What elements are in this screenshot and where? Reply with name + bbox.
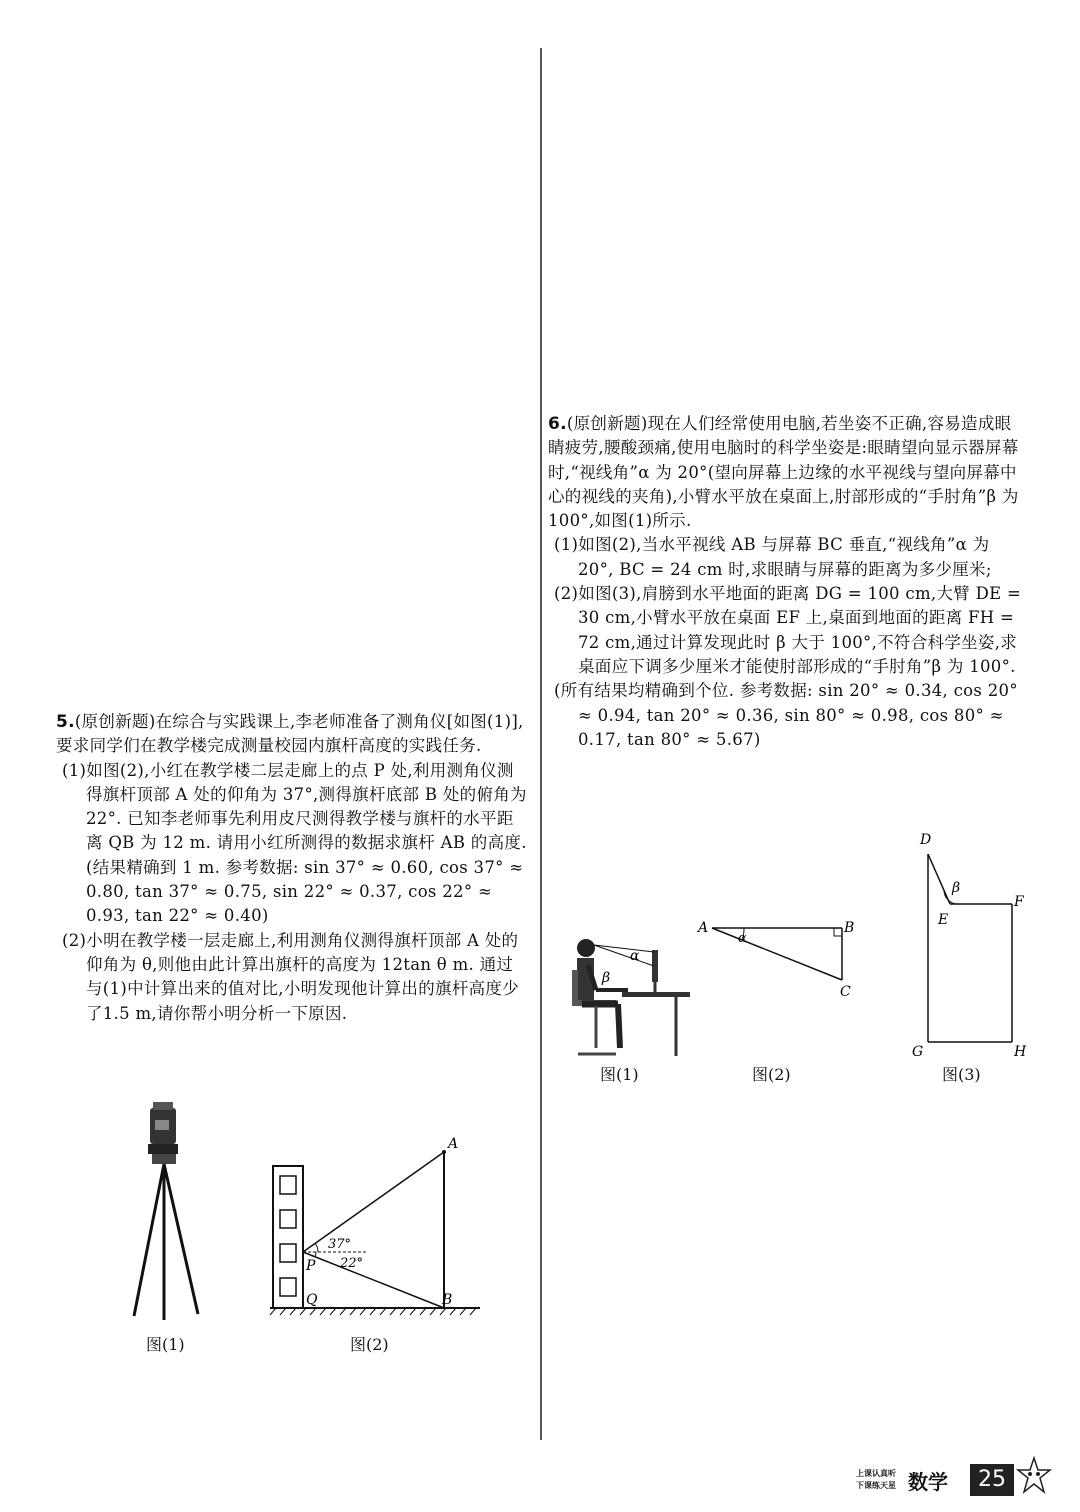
- angle-arc-up: [315, 1243, 318, 1252]
- label-B: B: [442, 1292, 453, 1308]
- column-divider: [540, 48, 542, 1440]
- window: [280, 1244, 296, 1262]
- problem-6-stem: 6.(原创新题)现在人们经常使用电脑,若坐姿不正确,容易造成眼睛疲劳,腰酸颈痛,使用电脑时的科学坐姿是:眼睛望向显示器屏幕时,“视线角”α 为 20°(望向屏幕上边缘的水平视线与望向屏幕中心的视线的夹角),小臂水平放在桌面上,肘部形成的“手肘角”β 为 100°,如图(1)所示.: [548, 414, 1019, 531]
- angle-label-37: 37°: [328, 1237, 352, 1252]
- problem-5-stem: 5.(原创新题)在综合与实践课上,李老师准备了测角仪[如图(1)],要求同学们在教学楼完成测量校园内旗杆高度的实践任务.: [56, 712, 524, 756]
- label-H: H: [1014, 1044, 1027, 1060]
- line-PB: [303, 1252, 444, 1308]
- problem-6-part-1: (1)如图(2),当水平视线 AB 与屏幕 BC 垂直,“视线角”α 为 20°, BC = 24 cm 时,求眼睛与屏幕的距离为多少厘米;: [554, 535, 992, 579]
- problem-6: [548, 412, 1028, 752]
- problem-number: 5.: [56, 712, 75, 732]
- instrument-screen: [155, 1120, 169, 1130]
- label-P: P: [306, 1258, 316, 1274]
- problem-6-part-2: (2)如图(3),肩膀到水平地面的距离 DG = 100 cm,大臂 DE = 30 cm,小臂水平放在桌面 EF 上,桌面到地面的距离 FH = 72 cm,通过计算发现此时 β 大于 100°,不符合科学坐姿,求桌面应下调多少厘米才能使肘部形成的“手肘角”β 为 100°.: [554, 584, 1022, 676]
- tripod-leg: [164, 1164, 198, 1314]
- building: [273, 1166, 303, 1308]
- problem-5-part-1: (1)如图(2),小红在教学楼二层走廊上的点 P 处,利用测角仪测得旗杆顶部 A 处的仰角为 37°,测得旗杆底部 B 处的俯角为 22°. 已知李老师事先利用皮尺测得教学楼与旗杆的水平距离 QB 为 12 m. 请用小红所测得的数据求旗杆 AB 的高度. (结果精确到 1 m. 参考数据: sin 37° ≈ 0.60, cos 37° ≈ 0.80, tan 37° ≈ 0.75, sin 22° ≈ 0.37, cos 22° ≈ 0.93, tan 22° ≈ 0.40): [62, 760, 527, 926]
- tripod-leg: [134, 1164, 164, 1316]
- window: [280, 1176, 296, 1194]
- shin: [618, 1004, 620, 1048]
- theodolite-figure: [120, 1098, 230, 1323]
- angle-label-22: 22°: [340, 1256, 364, 1271]
- star-mascot-icon: [1016, 1456, 1052, 1496]
- label-A: A: [698, 920, 709, 936]
- point-A: [442, 1150, 446, 1154]
- problem-5: [56, 710, 530, 1026]
- footer-slogan: 上课认真听 下课练天星: [856, 1469, 896, 1490]
- beta-label: β: [602, 970, 611, 986]
- side-AC: [712, 928, 842, 980]
- head: [577, 939, 595, 957]
- alpha-label: α: [738, 931, 747, 946]
- segment-DE: [928, 854, 950, 904]
- label-C: C: [840, 984, 851, 1000]
- page-number: 25: [970, 1464, 1014, 1496]
- instrument-base: [148, 1144, 178, 1154]
- label-F: F: [1014, 894, 1024, 910]
- angle-arc-down: [315, 1252, 316, 1257]
- label-Q: Q: [306, 1292, 318, 1308]
- chair-back: [572, 970, 578, 1006]
- figure-caption: 图(2): [752, 1065, 791, 1084]
- label-B: B: [844, 920, 855, 936]
- window: [280, 1278, 296, 1296]
- window: [280, 1210, 296, 1228]
- label-E: E: [938, 912, 949, 928]
- figure-caption: 图(1): [146, 1335, 185, 1354]
- ground-hatching: [270, 1308, 476, 1315]
- right-angle-mark: [834, 928, 842, 936]
- flagpole-diagram: [268, 1132, 484, 1322]
- computer-posture-figure: [572, 930, 692, 1060]
- footer-subject: 数学: [908, 1470, 948, 1494]
- page-footer: [856, 1464, 1052, 1500]
- line-PA: [303, 1152, 444, 1252]
- label-D: D: [920, 832, 932, 848]
- figure-caption: 图(2): [350, 1335, 389, 1354]
- desk-height-diagram: [906, 826, 1036, 1062]
- instrument-handle: [153, 1102, 173, 1110]
- problem-number: 6.: [548, 414, 567, 434]
- problem-6-reference-data: (所有结果均精确到个位. 参考数据: sin 20° ≈ 0.34, cos 20° ≈ 0.94, tan 20° ≈ 0.36, sin 80° ≈ 0.98, cos 80° ≈ 0.17, tan 80° ≈ 5.67): [554, 681, 1018, 749]
- problem-5-part-2: (2)小明在教学楼一层走廊上,利用测角仪测得旗杆顶部 A 处的仰角为 θ,则他由此计算出旗杆的高度为 12tan θ m. 通过与(1)中计算出来的值对比,小明发现他计算出的旗杆高度少了1.5 m,请你帮小明分析一下原因.: [62, 930, 520, 1023]
- triangle-abc-diagram: [694, 914, 864, 1004]
- label-G: G: [912, 1044, 924, 1060]
- label-A: A: [448, 1136, 459, 1152]
- tripod-head: [152, 1154, 176, 1164]
- figure-caption: 图(3): [942, 1065, 981, 1084]
- desk-top: [622, 992, 690, 997]
- figure-caption: 图(1): [600, 1065, 639, 1084]
- alpha-label: α: [630, 948, 640, 964]
- beta-label: β: [952, 880, 961, 896]
